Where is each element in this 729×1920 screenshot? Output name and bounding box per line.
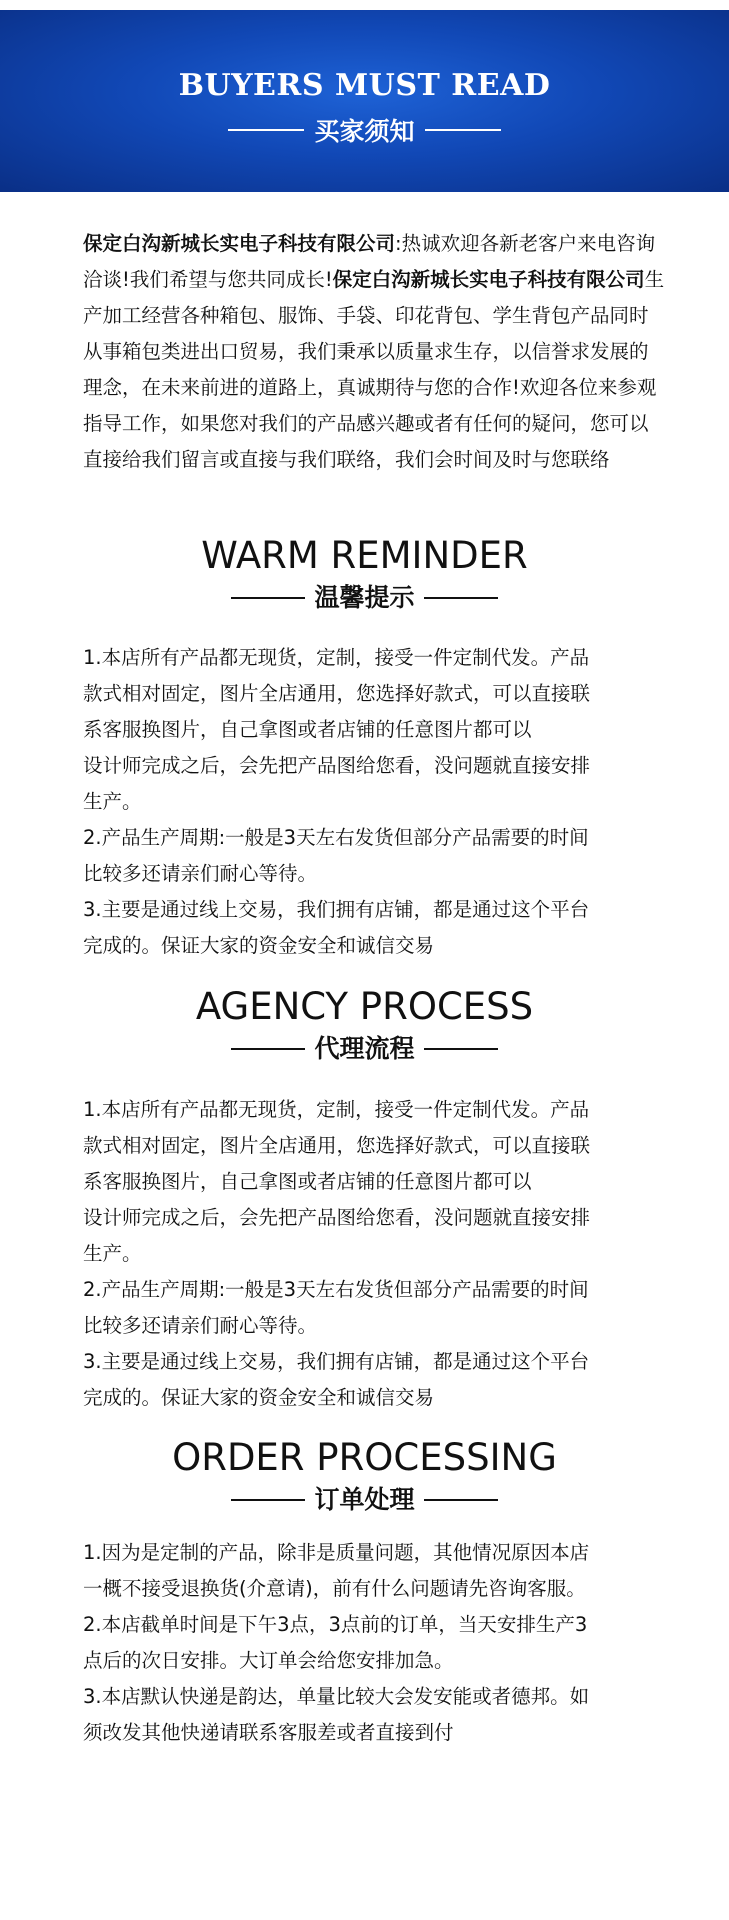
divider-line-right xyxy=(425,129,501,131)
divider-line-right xyxy=(424,1499,498,1501)
company-intro xyxy=(83,226,667,478)
section-title-cn: 订单处理 xyxy=(314,1485,415,1514)
text-line: 1.本店所有产品都无现货，定制，接受一件定制代发。产品 xyxy=(83,1098,590,1121)
text-line: 生产。 xyxy=(83,790,142,813)
divider-line-left xyxy=(231,1048,305,1050)
text-line: 款式相对固定，图片全店通用，您选择好款式，可以直接联 xyxy=(83,682,591,705)
order-processing-text xyxy=(83,1535,667,1751)
text-line: 完成的。保证大家的资金安全和诚信交易 xyxy=(83,934,435,957)
section-title-cn: 温馨提示 xyxy=(314,583,415,612)
section-title-en: WARM REMINDER xyxy=(201,534,528,577)
text-line: 须改发其他快递请联系客服差或者直接到付 xyxy=(83,1721,454,1744)
divider-line-left xyxy=(231,597,305,599)
company-name: 保定白沟新城长实电子科技有限公司 xyxy=(83,232,396,255)
banner-title-en: BUYERS MUST READ xyxy=(178,68,551,103)
text-line: 完成的。保证大家的资金安全和诚信交易 xyxy=(83,1386,435,1409)
divider-line-left xyxy=(228,129,304,131)
text-line: 3.主要是通过线上交易，我们拥有店铺，都是通过这个平台 xyxy=(83,1350,590,1373)
text-line: 1.本店所有产品都无现货，定制，接受一件定制代发。产品 xyxy=(83,646,590,669)
section-title-cn-row xyxy=(0,1484,729,1516)
text-line: 设计师完成之后，会先把产品图给您看，没问题就直接安排 xyxy=(83,1206,591,1229)
intro-text-2: 生产加工经营各种箱包、服饰、手袋、印花背包、学生背包产品同时从事箱包类进出口贸易，我们秉承以质量求生存，以信誉求发展的理念，在未来前进的道路上，真诚期待与您的合作!欢迎各位来参观指导工作，如果您对我们的产品感兴趣或者有任何的疑问，您可以直接给我们留言或直接与我们联络，我们会时间及时与您联络 xyxy=(83,268,665,471)
order-processing-heading xyxy=(0,1436,729,1516)
text-line: 款式相对固定，图片全店通用，您选择好款式，可以直接联 xyxy=(83,1134,591,1157)
banner-title-cn: 买家须知 xyxy=(314,117,415,146)
text-line: 系客服换图片，自己拿图或者店铺的任意图片都可以 xyxy=(83,718,532,741)
intro-text-1: :热诚欢迎各新老客户来电咨询洽谈!我们希望与您共同成长! xyxy=(83,232,656,291)
agency-process-heading xyxy=(0,985,729,1065)
section-title-cn-row xyxy=(0,582,729,614)
warm-reminder-text xyxy=(83,640,667,964)
text-line: 2.产品生产周期:一般是3天左右发货但部分产品需要的时间 xyxy=(83,826,589,849)
divider-line-right xyxy=(424,1048,498,1050)
text-line: 1.因为是定制的产品，除非是质量问题，其他情况原因本店 xyxy=(83,1541,590,1564)
text-line: 3.本店默认快递是韵达，单量比较大会发安能或者德邦。如 xyxy=(83,1685,590,1708)
warm-reminder-heading xyxy=(0,534,729,614)
text-line: 设计师完成之后，会先把产品图给您看，没问题就直接安排 xyxy=(83,754,591,777)
section-title-en: ORDER PROCESSING xyxy=(172,1436,557,1479)
text-line: 比较多还请亲们耐心等待。 xyxy=(83,862,318,885)
text-line: 系客服换图片，自己拿图或者店铺的任意图片都可以 xyxy=(83,1170,532,1193)
company-name-repeat: 保定白沟新城长实电子科技有限公司 xyxy=(332,268,645,291)
divider-line-right xyxy=(424,597,498,599)
section-title-cn-row xyxy=(0,1033,729,1065)
text-line: 3.主要是通过线上交易，我们拥有店铺，都是通过这个平台 xyxy=(83,898,590,921)
banner-subtitle xyxy=(0,112,729,148)
text-line: 生产。 xyxy=(83,1242,142,1265)
text-line: 比较多还请亲们耐心等待。 xyxy=(83,1314,318,1337)
text-line: 2.本店截单时间是下午3点，3点前的订单，当天安排生产3 xyxy=(83,1613,588,1636)
text-line: 2.产品生产周期:一般是3天左右发货但部分产品需要的时间 xyxy=(83,1278,589,1301)
text-line: 点后的次日安排。大订单会给您安排加急。 xyxy=(83,1649,454,1672)
header-banner xyxy=(0,10,729,192)
text-line: 一概不接受退换货(介意请)，前有什么问题请先咨询客服。 xyxy=(83,1577,586,1600)
section-title-cn: 代理流程 xyxy=(314,1034,415,1063)
section-title-en: AGENCY PROCESS xyxy=(195,985,534,1028)
agency-process-text xyxy=(83,1092,667,1416)
divider-line-left xyxy=(231,1499,305,1501)
